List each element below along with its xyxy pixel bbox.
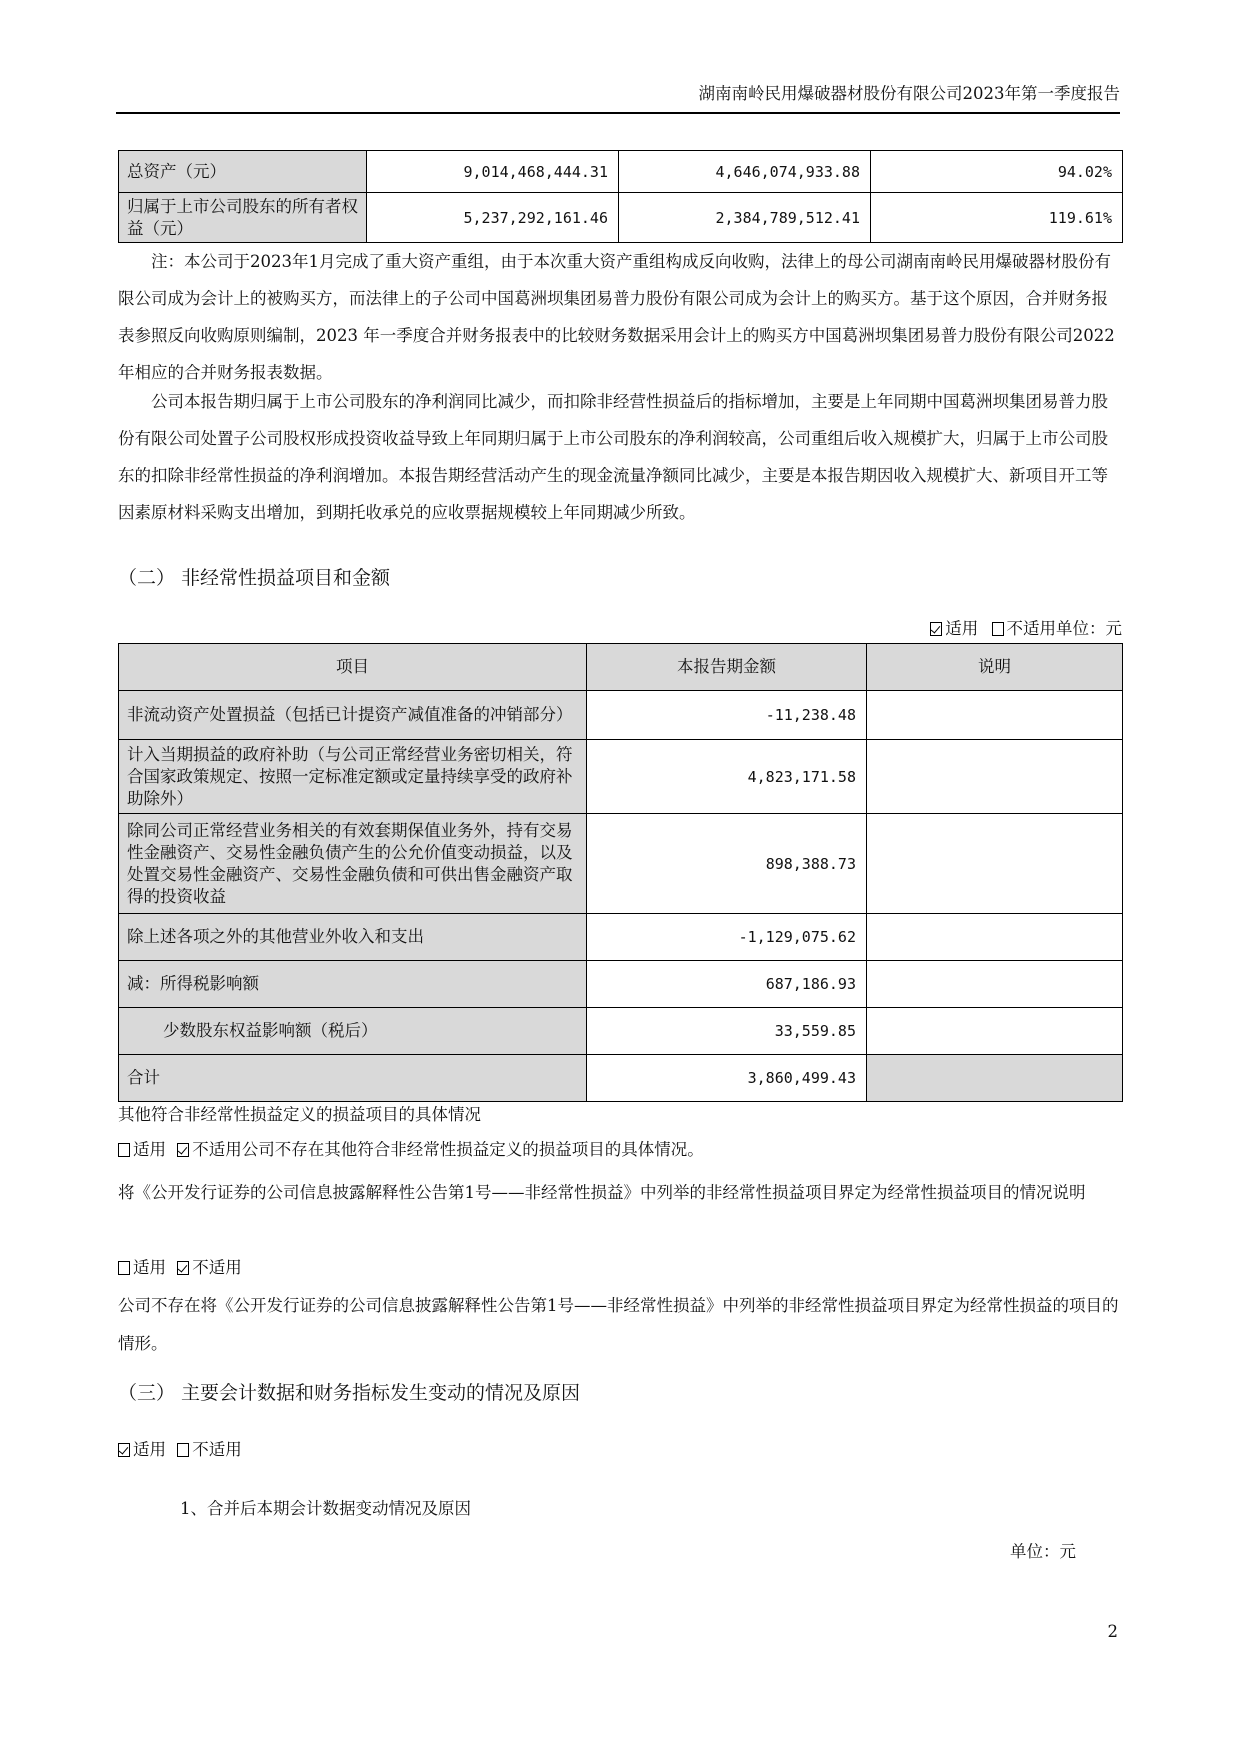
amount-cell: 687,186.93 (587, 961, 867, 1008)
amount-cell: 3,860,499.43 (587, 1055, 867, 1102)
section3-applied: 适用 (133, 1440, 166, 1459)
page-header (116, 80, 1120, 114)
item-cell: 除同公司正常经营业务相关的有效套期保值业务外，持有交易性金融资产、交易性金融负债产生的公允价值变动损益，以及处置交易性金融资产、交易性金融负债和可供出售金融资产取得的投资收益 (119, 814, 587, 914)
table-row (119, 1055, 1123, 1102)
current-value: 5,237,292,161.46 (367, 193, 619, 243)
note-cell (867, 1008, 1123, 1055)
change-value: 94.02% (871, 151, 1123, 193)
note-paragraph: 注：本公司于2023年1月完成了重大资产重组，由于本次重大资产重组构成反向收购，法律上的母公司湖南南岭民用爆破器材股份有限公司成为会计上的被购买方，而法律上的子公司中国葛洲坝集团易普力股份有限公司成为会计上的购买方。基于这个原因，合并财务报表参照反向收购原则编制，2023 年一季度合并财务报表中的比较财务数据采用会计上的购买方中国葛洲坝集团易普力股份有限公司2022年相应的合并财务报表数据。 (118, 252, 1115, 382)
checkbox-empty-icon (118, 1261, 130, 1275)
section3-title: （三） 主要会计数据和财务指标发生变动的情况及原因 (118, 1382, 581, 1404)
defined-items-not-applied: 不适用 (192, 1258, 242, 1277)
previous-value: 2,384,789,512.41 (619, 193, 871, 243)
defined-items-statement: 公司不存在将《公开发行证券的公司信息披露解释性公告第1号——非经常性损益》中列举的非经常性损益项目界定为经常性损益的项目的情形。 (118, 1296, 1119, 1353)
unit-label: 单位：元 (1010, 1542, 1076, 1561)
amount-cell: 898,388.73 (587, 814, 867, 914)
header-title: 湖南南岭民用爆破器材股份有限公司2023年第一季度报告 (698, 84, 1120, 103)
table-row (119, 914, 1123, 961)
note-cell (867, 740, 1123, 814)
checkbox-checked-icon (930, 622, 942, 636)
note-cell (867, 914, 1123, 961)
amount-cell: 4,823,171.58 (587, 740, 867, 814)
previous-value: 4,646,074,933.88 (619, 151, 871, 193)
header-amount: 本报告期金额 (587, 644, 867, 691)
item-cell: 少数股东权益影响额（税后） (119, 1008, 587, 1055)
defined-items-applied: 适用 (133, 1258, 166, 1277)
table-row (119, 151, 1123, 193)
row-label: 总资产（元） (119, 151, 367, 193)
note-cell (867, 814, 1123, 914)
section3-applicability (118, 1436, 1122, 1464)
checkbox-empty-icon (992, 622, 1004, 636)
applicability-line (930, 615, 1122, 639)
other-items-not-applied: 不适用公司不存在其他符合非经常性损益定义的损益项目的具体情况。 (192, 1140, 704, 1159)
explanation-paragraph: 公司本报告期归属于上市公司股东的净利润同比减少，而扣除非经营性损益后的指标增加，主要是上年同期中国葛洲坝集团易普力股份有限公司处置子公司股权形成投资收益导致上年同期归属于上市公司股东的净利润较高，公司重组后收入规模扩大，归属于上市公司股东的扣除非经常性损益的净利润增加。本报告期经营活动产生的现金流量净额同比减少，主要是本报告期因收入规模扩大、新项目开工等因素原材料采购支出增加，到期托收承兑的应收票据规模较上年同期减少所致。 (118, 392, 1108, 522)
note-cell (867, 1055, 1123, 1102)
applied-label: 适用 (945, 619, 979, 638)
other-items-applied: 适用 (133, 1140, 166, 1159)
item-cell: 合计 (119, 1055, 587, 1102)
change-value: 119.61% (871, 193, 1123, 243)
table-header-row (119, 644, 1123, 691)
non-recurring-table (118, 643, 1123, 1102)
table-row (119, 740, 1123, 814)
defined-items-applicability (118, 1254, 1122, 1282)
assets-table (118, 150, 1123, 243)
defined-items-text: 将《公开发行证券的公司信息披露解释性公告第1号——非经常性损益》中列举的非经常性损益项目界定为经常性损益项目的情况说明 (118, 1183, 1086, 1202)
other-items-title: 其他符合非经常性损益定义的损益项目的具体情况 (118, 1105, 481, 1124)
item-cell: 除上述各项之外的其他营业外收入和支出 (119, 914, 587, 961)
checkbox-checked-icon (177, 1261, 189, 1275)
header-note: 说明 (867, 644, 1123, 691)
note-cell (867, 961, 1123, 1008)
checkbox-checked-icon (177, 1143, 189, 1157)
amount-cell: -11,238.48 (587, 691, 867, 740)
section2-title: （二） 非经常性损益项目和金额 (118, 567, 391, 589)
item-cell: 减：所得税影响额 (119, 961, 587, 1008)
checkbox-empty-icon (118, 1143, 130, 1157)
not-applied-label: 不适用单位：元 (1006, 619, 1122, 638)
amount-cell: 33,559.85 (587, 1008, 867, 1055)
checkbox-checked-icon (118, 1443, 130, 1457)
item-cell: 非流动资产处置损益（包括已计提资产减值准备的冲销部分） (119, 691, 587, 740)
table-row (119, 691, 1123, 740)
table-row (119, 814, 1123, 914)
item-cell: 计入当期损益的政府补助（与公司正常经营业务密切相关，符合国家政策规定、按照一定标准定额或定量持续享受的政府补助除外） (119, 740, 587, 814)
current-value: 9,014,468,444.31 (367, 151, 619, 193)
header-item: 项目 (119, 644, 587, 691)
section3-subsection: 1、合并后本期会计数据变动情况及原因 (180, 1499, 471, 1518)
table-row (119, 1008, 1123, 1055)
checkbox-empty-icon (177, 1443, 189, 1457)
page-number: 2 (1107, 1622, 1118, 1641)
table-row (119, 193, 1123, 243)
note-cell (867, 691, 1123, 740)
table-row (119, 961, 1123, 1008)
amount-cell: -1,129,075.62 (587, 914, 867, 961)
section3-not-applied: 不适用 (192, 1440, 242, 1459)
other-items-applicability (118, 1136, 1122, 1164)
row-label: 归属于上市公司股东的所有者权益（元） (119, 193, 367, 243)
